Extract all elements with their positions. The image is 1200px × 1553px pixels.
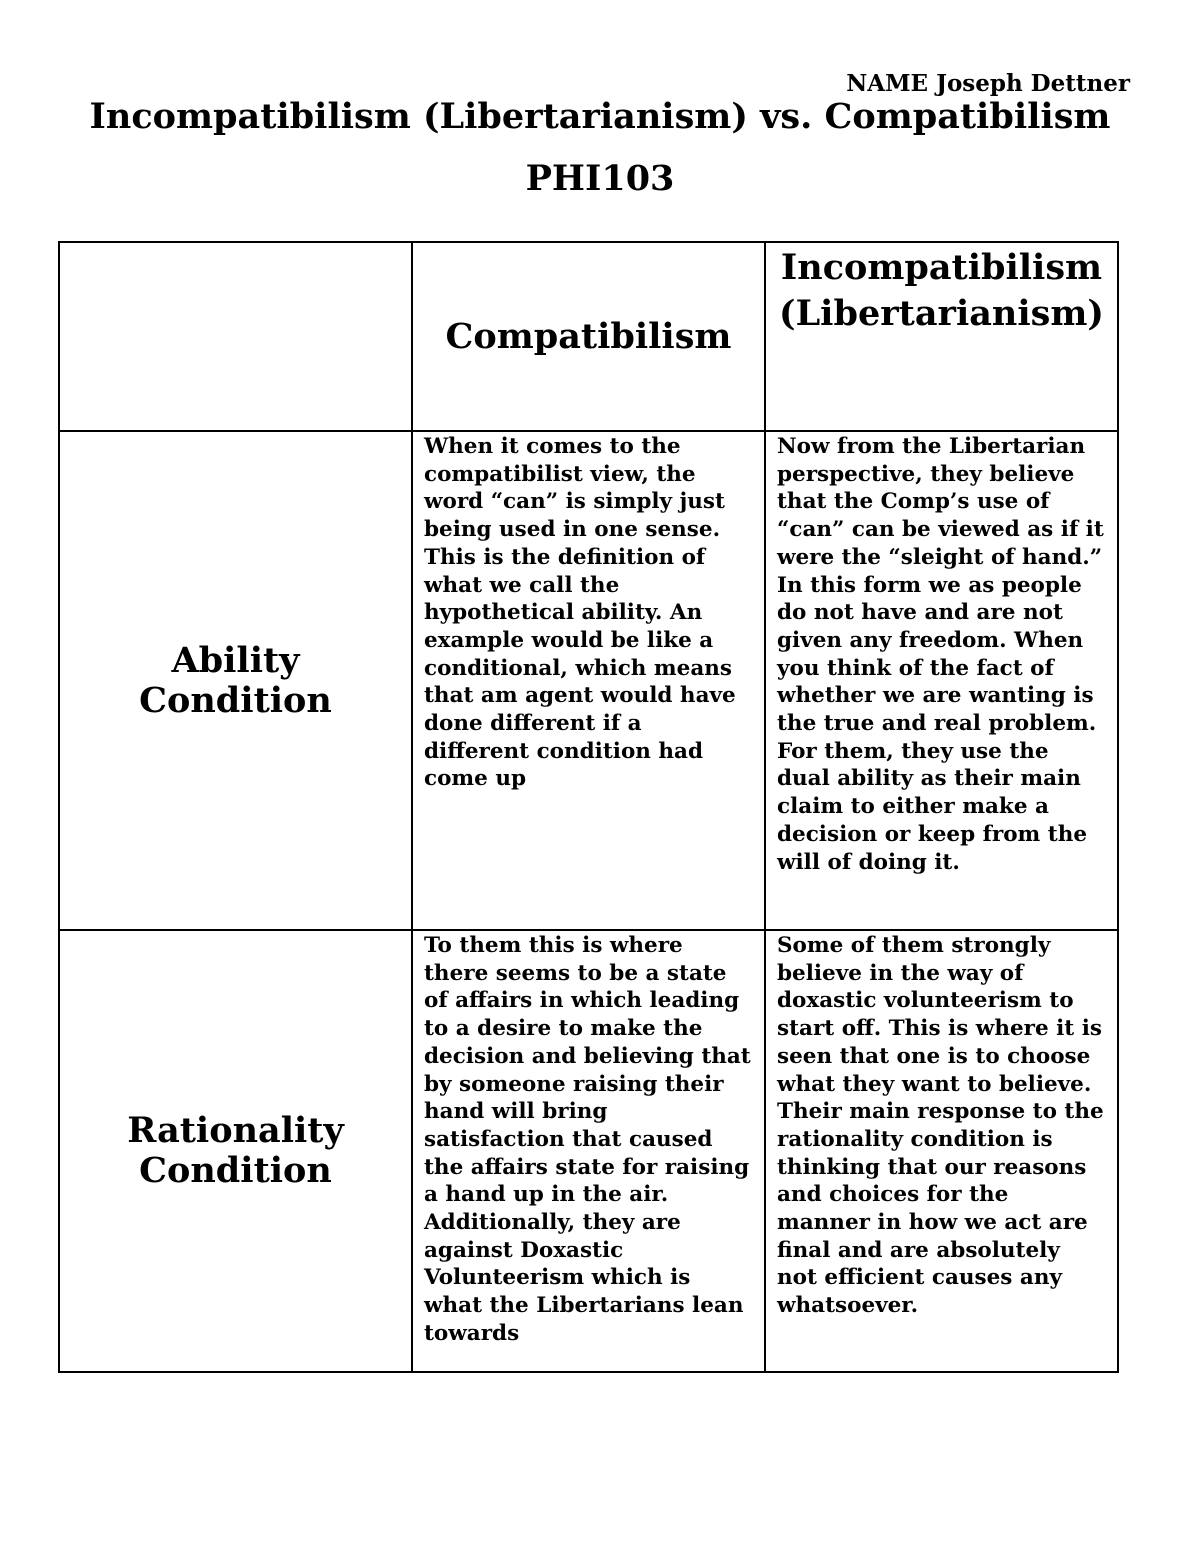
cell-text: When it comes to the compatibilist view, the word “can” is simply just being used in one sense. This is the definition of what we call the hypothetical ability. An example would be like a conditional, which means that am agent would have done different if a different condition had come up	[424, 434, 736, 792]
header-blank-cell	[59, 242, 412, 431]
table-row	[59, 431, 1118, 930]
row-label-ability	[59, 431, 412, 930]
row-label-rationality	[59, 930, 412, 1372]
row-label-line: Condition	[139, 1150, 332, 1191]
comparison-table	[58, 241, 1119, 1373]
ability-compatibilism-cell	[412, 431, 765, 930]
header-compatibilism: Compatibilism	[412, 242, 765, 431]
table-row	[59, 930, 1118, 1372]
row-label-line: Condition	[139, 679, 332, 721]
document-title: Incompatibilism (Libertarianism) vs. Compatibilism	[89, 96, 1111, 137]
ability-incompatibilism-cell	[765, 431, 1118, 930]
table-header-row	[59, 242, 1118, 431]
row-label-line: Ability	[171, 639, 300, 681]
rationality-compatibilism-cell	[412, 930, 765, 1372]
rationality-incompatibilism-cell	[765, 930, 1118, 1372]
course-code: PHI103	[525, 158, 675, 199]
cell-text: Now from the Libertarian perspective, they believe that the Comp’s use of “can” can be viewed as if it were the “sleight of hand.” In this form we as people do not have and are not given any freedom. When you think of the fact of whether we are wanting is the true and real problem. For them, they use the dual ability as their main claim to either make a decision or keep from the will of doing it.	[777, 434, 1104, 875]
header-incompatibilism: Incompatibilism (Libertarianism)	[765, 242, 1118, 431]
row-label-line: Rationality	[127, 1110, 344, 1151]
student-name: NAME Joseph Dettner	[846, 70, 1130, 97]
cell-text: To them this is where there seems to be a state of affairs in which leading to a desire to make the decision and believing that by someone raising their hand will bring satisfaction that caused the affairs state for raising a hand up in the air. Additionally, they are against Doxastic Volunteerism which is what the Libertarians lean towards	[424, 933, 751, 1346]
cell-text: Some of them strongly believe in the way of doxastic volunteerism to start off. This is where it is seen that one is to choose what they want to believe. Their main response to the rationality condition is thinking that our reasons and choices for the manner in how we act are final and are absolutely not efficient causes any whatsoever.	[777, 933, 1104, 1319]
